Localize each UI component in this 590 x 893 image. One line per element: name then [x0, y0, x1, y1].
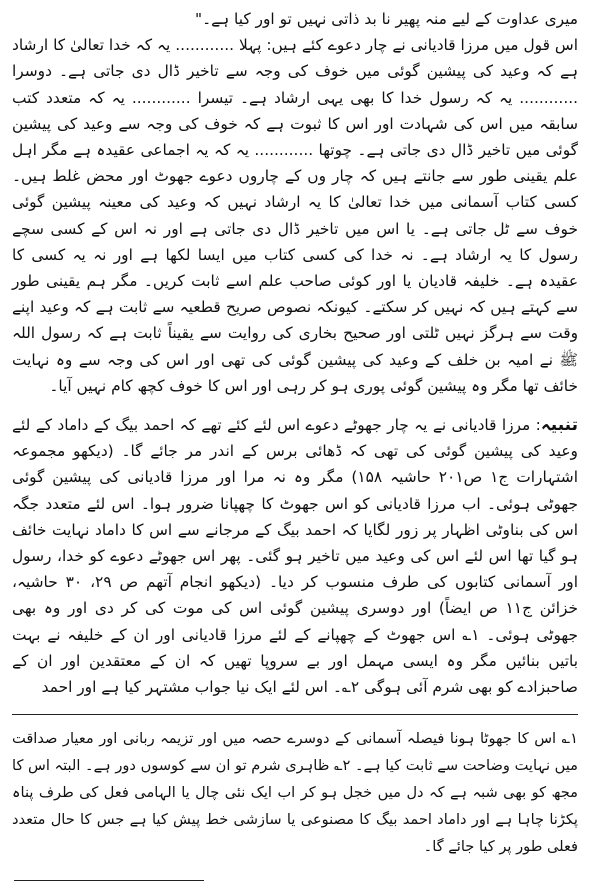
document-page: [12, 6, 578, 860]
note-heading: تنبیہ: [540, 415, 578, 436]
main-paragraph: اس قول میں مرزا قادیانی نے چار دعوے کئے ہیں: پہلا ............ یہ کہ خدا تعالیٰ کا ارشاد ہے کہ وعید کی پیشین گوئی میں خوف کی وجہ سے تاخیر ڈال دی جاتی ہے۔ دوسرا ............ یہ کہ رسول خدا کا بھی یہی ارشاد ہے۔ تیسرا ............ یہ کہ متعدد کتب سابقہ میں اس کی شہادت اور اس کا ثبوت ہے کہ خوف کی وجہ سے وعید کی پیشین گوئی میں تاخیر ڈال دی جاتی ہے۔ چوتھا ............ یہ کہ یہ اجماعی عقیدہ ہے مگر اہل علم یقینی طور سے جانتے ہیں کہ چار وں کے چاروں دعوے جھوٹ اور محض غلط ہیں۔ کسی کتاب آسمانی میں خدا تعالیٰ کا یہ ارشاد نہیں کہ وعید کی معینہ پیشین گوئی خوف سے ٹل جاتی ہے۔ یا اس میں تاخیر ڈال دی جاتی ہے اور نہ اس کے کسی سچے رسول کا یہ ارشاد ہے۔ نہ خدا کی کسی کتاب میں ایسا لکھا ہے اور نہ یہ کسی کا عقیدہ ہے۔ خلیفہ قادیان یا اور کوئی صاحب علم اسے ثابت کریں۔ مگر ہم یقینی طور سے کہتے ہیں کہ نہیں کر سکتے۔ کیونکہ نصوص صریح قطعیہ سے ثابت ہے کہ وعید اپنے وقت سے ہرگز نہیں ٹلتی اور صحیح بخاری کی روایت سے یقیناً ثابت ہے کہ رسول اللہ ﷺ نے امیہ بن خلف کے وعید کی پیشین گوئی کی تھی اور اس کی وجہ سے وہ نہایت خائف تھا مگر وہ پیشین گوئی پوری ہو کر رہی اور اس کا خوف کچھ کام نہیں آیا۔: [12, 36, 578, 395]
footnote-divider: [12, 714, 578, 715]
note-paragraph: [12, 412, 578, 700]
page-bottom-rule: [14, 880, 204, 881]
note-text: : مرزا قادیانی نے یہ چار جھوٹے دعوے اس لئے کئے تھے کہ احمد بیگ کے داماد کے لئے وعید کی پیشین گوئی کی تھی کہ ڈھائی برس کے اندر مر جائے گا۔ (دیکھو مجموعہ اشتہارات ج۱ ص۲۰۱ حاشیہ ۱۵۸) مگر وہ نہ مرا اور مرزا قادیانی کی پیشین گوئی جھوٹی ہوئی۔ اب مرزا قادیانی کو اس جھوٹ کا چھپانا ضرور ہوا۔ اس لئے متعدد جگہ اس کی بناوٹی اظہار پر زور لگایا کہ احمد بیگ کے مرجانے سے اس کا داماد نہایت خائف ہو گیا تھا اس لئے اس کی وعید میں تاخیر ہو گئی۔ پھر اس جھوٹے دعوے کو خدا، رسول اور آسمانی کتابوں کی طرف منسوب کر دیا۔ (دیکھو انجام آتھم ص ۲۹، ۳۰ حاشیہ، خزائن ج۱۱ ص ایضاً) اور دوسری پیشین گوئی اس کی موت کی کر دی اور وہ بھی جھوٹی ہوئی۔ ۱؎ اس جھوٹ کے چھپانے کے لئے مرزا قادیانی اور ان کے خلیفہ نے بہت باتیں بنائیں مگر وہ ایسی مہمل اور بے سروپا تھیں کہ ان کے معتقدین اور ان کے صاحبزادے کو بھی شرم آئی ہوگی ۲؎۔ اس لئے ایک نیا جواب مشتہر کیا ہے اور احمد: [12, 416, 579, 697]
footnote: ۱؎ اس کا جھوٹا ہونا فیصلہ آسمانی کے دوسرے حصہ میں اور تزیمہ ربانی اور معیار صداقت میں نہایت وضاحت سے ثابت کیا ہے۔ ۲؎ ظاہری شرم تو ان سے کوسوں دور ہے۔ البتہ اس کا مجھ کو بھی شبہ ہے کہ دل میں خجل ہو کر اب ایک نئی چال یا الہامی فعل کی طرف پناہ پکڑنا چاہا ہے اور داماد احمد بیگ کا مصنوعی یا سازشی خط پیش کیا ہے جس کا حال متعدد فعلی طور پر کیا جائے گا۔: [12, 730, 578, 856]
opening-line: میری عداوت کے لیے منہ پھیر نا بد ذاتی نہیں تو اور کیا ہے۔": [194, 10, 578, 28]
